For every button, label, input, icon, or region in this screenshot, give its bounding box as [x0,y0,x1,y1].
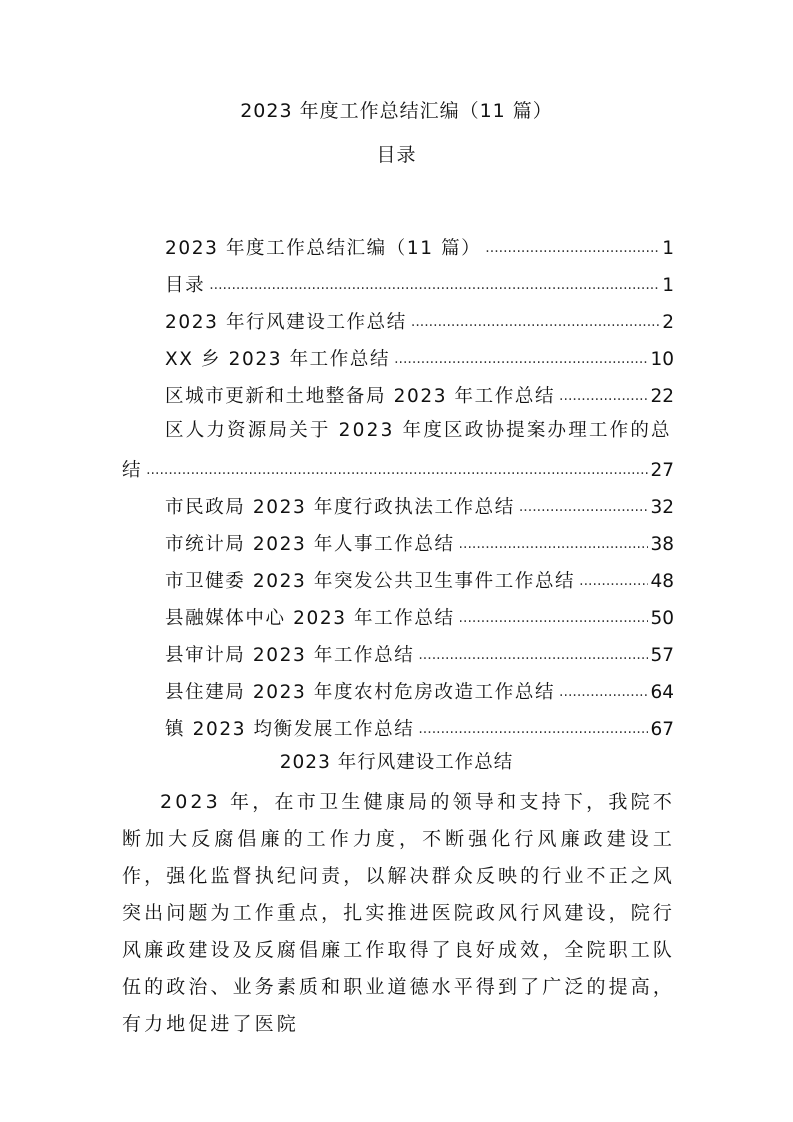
toc-entry[interactable] [165,267,674,299]
toc-entry-label: 县审计局 2023 年工作总结 [165,645,415,666]
toc-entry[interactable] [165,600,674,632]
toc-entry-label: 结 [122,460,143,481]
toc-leader-dots [579,570,648,592]
toc-entry[interactable] [165,526,674,558]
toc-entry-page: 22 [650,386,674,407]
toc-leader-dots [485,237,660,259]
toc-entry[interactable] [165,304,674,336]
toc-entry[interactable] [165,711,674,743]
document-title: 2023 年度工作总结汇编（11 篇） [240,100,553,122]
section-title: 2023 年行风建设工作总结 [279,752,514,773]
toc-entry-label-line1[interactable]: 区人力资源局关于 2023 年度区政协提案办理工作的总 [165,420,672,441]
toc-leader-dots [394,348,648,370]
toc-entry-page: 1 [662,275,674,296]
toc-leader-dots [418,718,648,740]
toc-leader-dots [559,681,648,703]
toc-entry-page: 48 [650,571,674,592]
toc-entry-label: 县住建局 2023 年度农村危房改造工作总结 [165,682,556,703]
toc-entry[interactable] [165,378,674,410]
toc-entry-label: 县融媒体中心 2023 年工作总结 [165,608,455,629]
toc-leader-dots [146,459,648,481]
body-paragraph: 2023 年，在市卫生健康局的领导和支持下，我院不断加大反腐倡廉的工作力度，不断强化行风廉政建设工作，强化监督执纪问责，以解决群众反映的行业不正之风突出问题为工作重点，扎实推进医院政风行风建设，院行风廉政建设及反腐倡廉工作取得了良好成效，全院职工队伍的政治、业务素质和职业道德水平得到了广泛的提高，有力地促进了医院 [122,791,675,1035]
toc-entry-label: 市民政局 2023 年度行政执法工作总结 [165,497,515,518]
toc-entry-label: 市卫健委 2023 年突发公共卫生事件工作总结 [165,571,576,592]
toc-entry-label: 2023 年行风建设工作总结 [165,312,407,333]
toc-entry-label: 目录 [165,275,206,296]
toc-entry-page: 27 [650,460,674,481]
toc-entry[interactable] [165,637,674,669]
toc-entry-label: 市统计局 2023 年人事工作总结 [165,534,455,555]
toc-entry-page: 50 [650,608,674,629]
toc-entry-label: XX 乡 2023 年工作总结 [165,349,391,370]
toc-entry[interactable] [165,674,674,706]
toc-leader-dots [459,533,649,555]
toc-entry[interactable] [165,230,674,262]
toc-entry-label: 镇 2023 均衡发展工作总结 [165,719,415,740]
toc-leader-dots [411,311,660,333]
toc-entry-page: 32 [650,497,674,518]
toc-entry-label: 2023 年度工作总结汇编（11 篇） [165,238,482,259]
toc-leader-dots [459,607,649,629]
toc-entry-page: 67 [650,719,674,740]
toc-entry-page: 57 [650,645,674,666]
toc-leader-dots [519,496,649,518]
toc-entry[interactable] [165,341,674,373]
toc-entry[interactable] [165,563,674,595]
toc-entry-page: 38 [650,534,674,555]
toc-entry-page: 10 [650,349,674,370]
toc-entry[interactable] [165,489,674,521]
toc-entry[interactable] [122,452,674,484]
toc-heading: 目录 [376,144,417,166]
toc-entry-page: 2 [662,312,674,333]
toc-entry-page: 64 [650,682,674,703]
toc-leader-dots [559,385,648,407]
toc-leader-dots [418,644,648,666]
toc-leader-dots [209,274,660,296]
toc-entry-page: 1 [662,238,674,259]
toc-entry-label: 区城市更新和土地整备局 2023 年工作总结 [165,386,556,407]
